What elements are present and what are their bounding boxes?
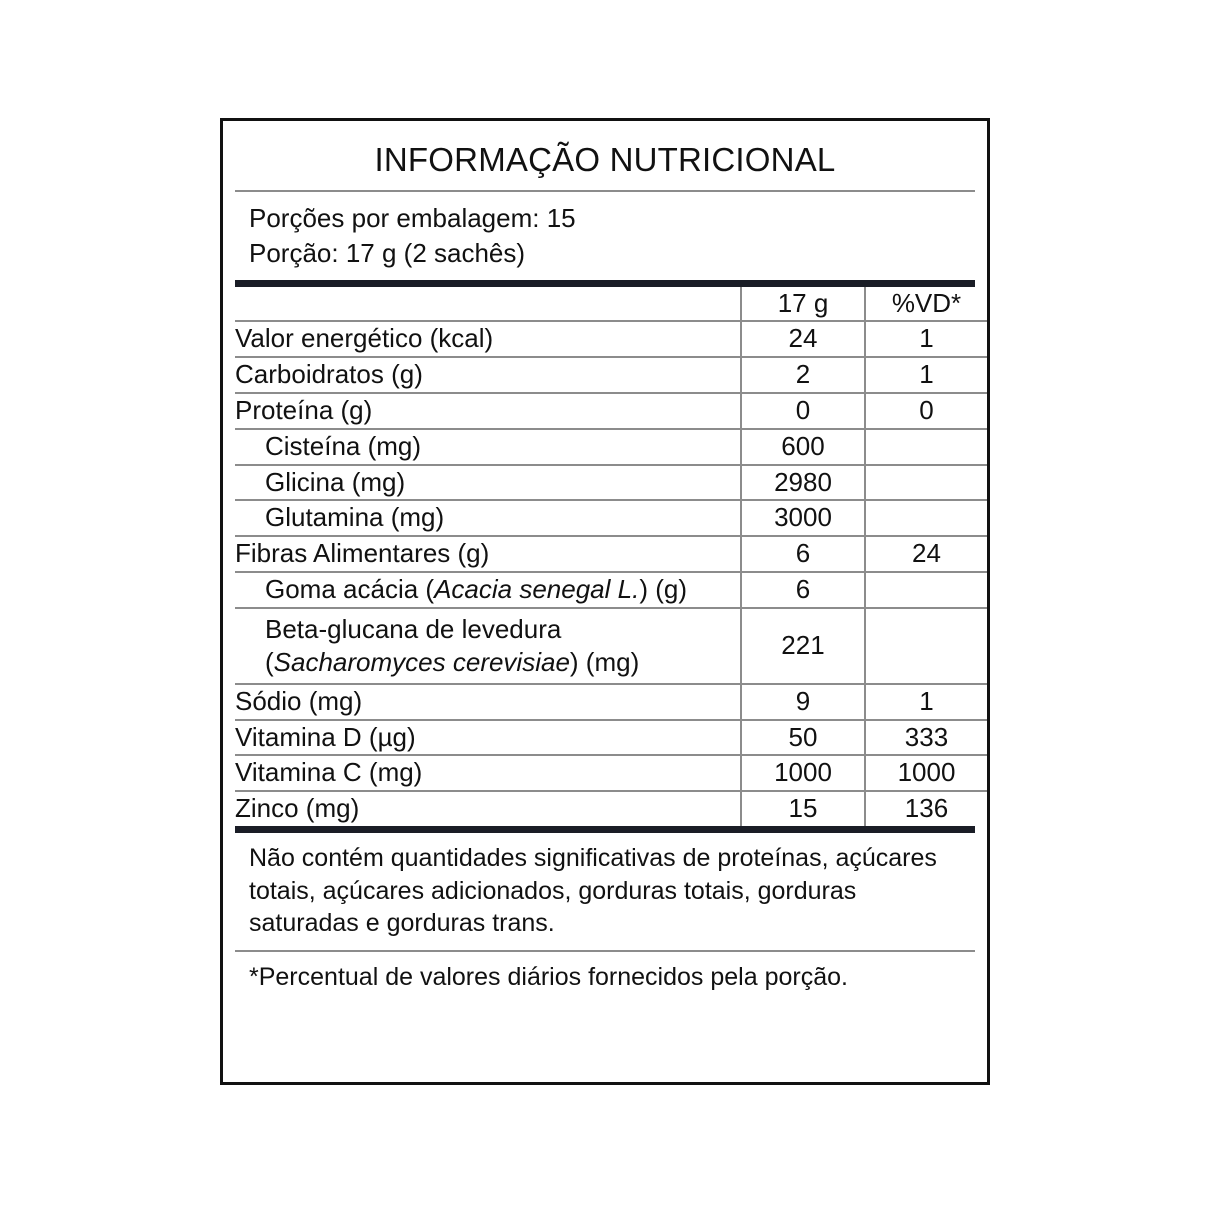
nutrient-amount: 1000 [741, 755, 865, 791]
nutrient-daily-value: 0 [865, 393, 987, 429]
nutrient-daily-value: 136 [865, 791, 987, 826]
nutrient-name: Proteína (g) [235, 393, 741, 429]
serving-size: Porção: 17 g (2 sachês) [249, 238, 526, 269]
nutrient-name: Valor energético (kcal) [235, 321, 741, 357]
nutrient-name: Goma acácia (Acacia senegal L.) (g) [235, 572, 741, 608]
nutrient-daily-value: 1 [865, 321, 987, 357]
nutrient-amount: 6 [741, 572, 865, 608]
nutrient-amount: 15 [741, 791, 865, 826]
nutrient-amount: 3000 [741, 500, 865, 536]
nutrient-name: Vitamina C (mg) [235, 755, 741, 791]
servings-per-package: Porções por embalagem: 15 [249, 202, 576, 233]
table-bottom-rule [235, 826, 975, 833]
nutrient-amount: 24 [741, 321, 865, 357]
nutrient-daily-value [865, 429, 987, 465]
nutrient-daily-value [865, 465, 987, 501]
nutrient-daily-value: 1 [865, 357, 987, 393]
nutrient-amount: 2980 [741, 465, 865, 501]
nutrient-name: Glicina (mg) [235, 465, 741, 501]
nutrient-name: Fibras Alimentares (g) [235, 536, 741, 572]
table-row [235, 720, 987, 756]
nutrient-name: Beta-glucana de levedura (Sacharomyces cerevisiae) (mg) [235, 608, 741, 684]
nutrition-facts-label [220, 118, 990, 1085]
nutrient-amount: 600 [741, 429, 865, 465]
table-body [235, 321, 987, 826]
table-row [235, 321, 987, 357]
nutrient-amount: 2 [741, 357, 865, 393]
header-dv: %VD* [865, 287, 987, 322]
table-row [235, 357, 987, 393]
nutrient-daily-value [865, 500, 987, 536]
header-row [235, 287, 987, 322]
header-top-rule [235, 280, 975, 287]
nutrient-name: Carboidratos (g) [235, 357, 741, 393]
nutrient-daily-value: 24 [865, 536, 987, 572]
nutrient-name: Vitamina D (µg) [235, 720, 741, 756]
nutrient-name: Sódio (mg) [235, 684, 741, 720]
table-row [235, 500, 987, 536]
nutrient-daily-value: 333 [865, 720, 987, 756]
nutrient-name: Zinco (mg) [235, 793, 360, 824]
nutrition-table [235, 287, 987, 826]
nutrient-daily-value [865, 572, 987, 608]
nutrient-amount: 221 [741, 608, 865, 684]
note-no-significant-amounts: Não contém quantidades significativas de proteínas, açúcares totais, açúcares adicionados, gorduras totais, gorduras saturadas e gorduras trans. [249, 844, 937, 938]
table-row [235, 684, 987, 720]
note-daily-values: *Percentual de valores diários fornecidos pela porção. [249, 962, 848, 991]
nutrient-amount: 0 [741, 393, 865, 429]
table-header [235, 287, 987, 322]
nutrient-name: Cisteína (mg) [235, 429, 741, 465]
table-row [235, 393, 987, 429]
nutrient-name: Glutamina (mg) [235, 500, 741, 536]
page-title: INFORMAÇÃO NUTRICIONAL [374, 141, 836, 178]
nutrient-amount: 50 [741, 720, 865, 756]
table-row [235, 755, 987, 791]
serving-info [235, 192, 975, 280]
header-nutrient [235, 287, 741, 322]
nutrient-amount: 6 [741, 536, 865, 572]
nutrient-amount: 9 [741, 684, 865, 720]
table-row [235, 572, 987, 608]
nutrient-daily-value [865, 608, 987, 684]
table-row [235, 465, 987, 501]
table-row [235, 608, 987, 684]
header-amount: 17 g [741, 287, 865, 322]
table-row [235, 536, 987, 572]
nutrient-daily-value: 1000 [865, 755, 987, 791]
table-row [235, 791, 987, 826]
table-row [235, 429, 987, 465]
nutrient-daily-value: 1 [865, 684, 987, 720]
